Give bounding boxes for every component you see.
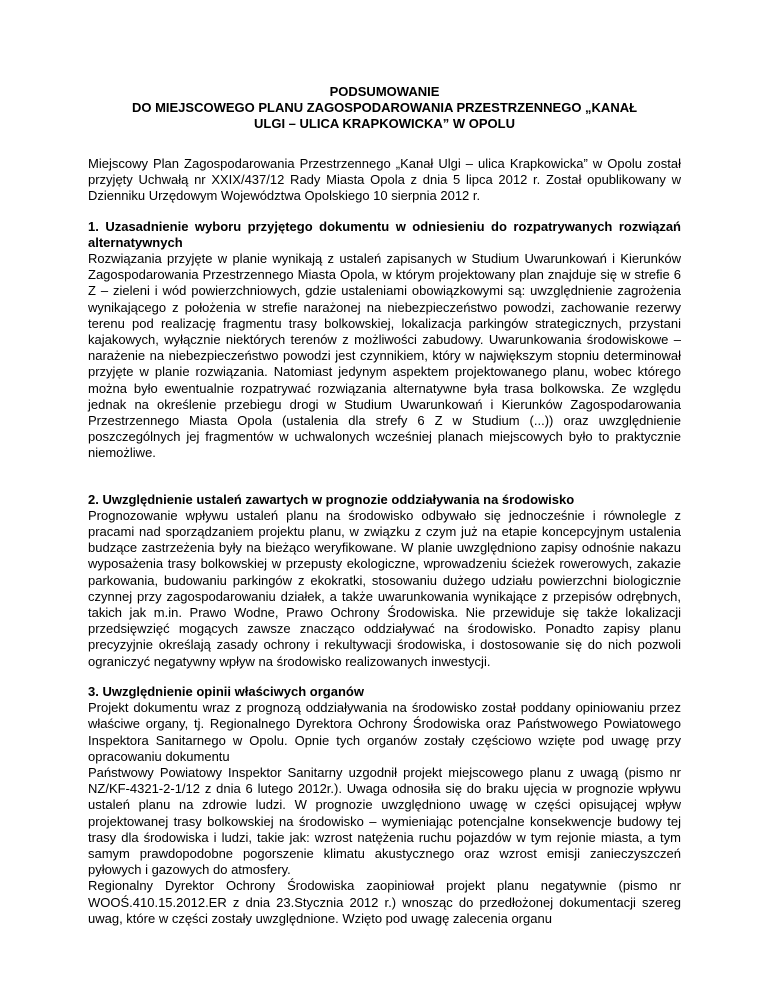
section-2-paragraph: Prognozowanie wpływu ustaleń planu na środowisko odbywało się jednocześnie i równolegle z pracami nad sporządzaniem projektu planu, w związku z czym już na etapie koncepcyjnym ustalenia budzące zastrzeżenia były na bieżąco weryfikowane. W planie uwzględniono zapisy odnośnie nakazu wyposażenia trasy bolkowskiej w przepusty ekologiczne, wprowadzeniu ścieżek rowerowych, zakazie parkowania, budowaniu parkingów z ekokratki, stosowaniu dużego udziału powierzchni biologicznie czynnej przy zagospodarowaniu działek, a także uwarunkowania wynikające z przepisów odrębnych, takich jak m.in. Prawo Wodne, Prawo Ochrony Środowiska. Nie przewiduje się także lokalizacji przedsięwzięć mogących zawsze znacząco oddziaływać na środowisko. Ponadto zapisy planu precyzyjnie określają zasady ochrony i rekultywacji środowiska, i dostosowanie się do nich pozwoli ograniczyć negatywny wpływ na środowisko realizowanych inwestycji. — [88, 507, 681, 669]
document-page — [88, 84, 681, 927]
section-3-paragraph-2: Państwowy Powiatowy Inspektor Sanitarny uzgodnił projekt miejscowego planu z uwagą (pismo nr NZ/KF-4321-2-1/12 z dnia 6 lutego 2012r.). Uwaga odnosiła się do braku ujęcia w prognozie wpływu ustaleń planu na zdrowie ludzi. W prognozie uwzględniono uwagę w części opisującej wpływ projektowanej trasy bolkowskiej na środowisko – wymieniając potencjalne konsekwencje budowy tej trasy dla środowiska i ludzi, takie jak: wzrost natężenia ruchu pojazdów w tym rejonie miasta, a tym samym prawdopodobne pogorszenie klimatu akustycznego oraz wzrost emisji zanieczyszczeń pyłowych i gazowych do atmosfery. — [88, 764, 681, 878]
title-line-2: DO MIEJSCOWEGO PLANU ZAGOSPODAROWANIA PRZESTRZENNEGO „KANAŁ — [131, 100, 638, 115]
section-3-heading: 3. Uwzględnienie opinii właściwych organów — [88, 683, 364, 699]
intro-paragraph: Miejscowy Plan Zagospodarowania Przestrzennego „Kanał Ulgi – ulica Krapkowicka” w Opolu został przyjęty Uchwałą nr XXIX/437/12 Rady Miasta Opola z dnia 5 lipca 2012 r. Został opublikowany w Dzienniku Urzędowym Województwa Opolskiego 10 sierpnia 2012 r. — [88, 156, 681, 204]
section-2-heading: 2. Uwzględnienie ustaleń zawartych w prognozie oddziaływania na środowisko — [88, 491, 575, 507]
section-3-paragraph-1: Projekt dokumentu wraz z prognozą oddziaływania na środowisko został poddany opiniowaniu przez właściwe organy, tj. Regionalnego Dyrektora Ochrony Środowiska oraz Państwowego Powiatowego Inspektora Sanitarnego w Opolu. Opnie tych organów zostały częściowo wzięte pod uwagę przy opracowaniu dokumentu — [88, 700, 681, 764]
title-line-1: PODSUMOWANIE — [329, 84, 440, 99]
section-3-paragraph-3: Regionalny Dyrektor Ochrony Środowiska zaopiniował projekt planu negatywnie (pismo nr WOOŚ.410.15.2012.ER z dnia 23.Stycznia 2012 r.) wnosząc do przedłożonej dokumentacji szereg uwag, które w części zostały uwzględnione. Wzięto pod uwagę zalecenia organu — [88, 878, 681, 926]
section-1-paragraph: Rozwiązania przyjęte w planie wynikają z ustaleń zapisanych w Studium Uwarunkowań i Kierunków Zagospodarowania Przestrzennego Miasta Opola, w którym projektowany plan znajduje się w strefie 6 Z – zieleni i wód powierzchniowych, gdzie ustaleniami obowiązkowymi są: uwzględnienie zagrożenia wynikającego z położenia w strefie narażonej na niebezpieczeństwo powodzi, zachowanie rezerwy terenu pod realizację fragmentu trasy bolkowskiej, lokalizacja parkingów strategicznych, przystani kajakowych, wyłącznie niektórych terenów z możliwości zabudowy. Uwarunkowania środowiskowe – narażenie na niebezpieczeństwo powodzi jest czynnikiem, który w największym stopniu determinował przyjęte w planie rozwiązania. Natomiast jedynym aspektem projektowanego planu, wobec którego można było ewentualnie rozpatrywać rozwiązania alternatywne była trasa bolkowska. Ze względu jednak na określenie przebiegu drogi w Studium Uwarunkowań i Kierunków Zagospodarowania Przestrzennego Miasta Opola (ustalenia dla strefy 6 Z w Studium (...)) oraz uwzględnienie poszczególnych jej fragmentów w uchwalonych wcześniej planach miejscowych było to praktycznie niemożliwe. — [88, 251, 681, 461]
section-3 — [88, 684, 681, 927]
section-1 — [88, 219, 681, 462]
title-line-3: ULGI – ULICA KRAPKOWICKA” W OPOLU — [254, 116, 515, 131]
document-title — [88, 84, 681, 132]
section-1-heading: 1. Uzasadnienie wyboru przyjętego dokumentu w odniesieniu do rozpatrywanych rozwiązań alternatywnych — [88, 218, 681, 250]
section-2 — [88, 492, 681, 670]
